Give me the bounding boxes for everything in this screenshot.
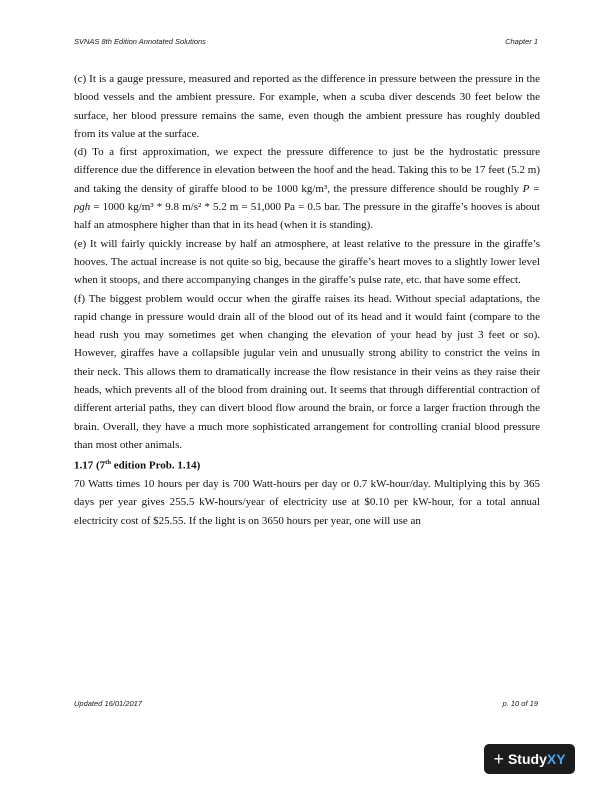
paragraph-c: (c) It is a gauge pressure, measured and reported as the difference in pressure between the pressure in the blood vessels and the ambient pressure. For example, when a scuba diver descends 30 feet below the surface, her blood pressure remains the same, even though the ambient pressure has roughly doubled from its value at the surface.	[74, 73, 540, 140]
equation: P = ρgh	[74, 182, 540, 214]
badge-text-xy: XY	[546, 751, 566, 767]
paragraph-e: (e) It will fairly quickly increase by half an atmosphere, at least relative to the pressure in the giraffe’s hooves. The actual increase is not quite so big, because the giraffe’s heart moves to a slightly lower level when it stoops, and there accompanying changes in the giraffe’s pulse rate, etc. that have some effect.	[74, 237, 540, 287]
page-number: p. 10 of 19	[502, 699, 538, 708]
header-right-text: Chapter 1	[505, 37, 538, 46]
problem-heading-sup: th	[105, 459, 111, 467]
studyxy-badge[interactable]	[484, 744, 575, 774]
problem-heading-main: 1.17 (7	[74, 459, 106, 472]
paragraph-d	[74, 143, 540, 234]
problem-heading-rest: edition Prob. 1.14)	[110, 459, 201, 472]
paragraph-f: (f) The biggest problem would occur when the giraffe raises its head. Without special adaptations, the rapid change in pressure would drain all of the blood out of its head and it would faint (compare to the head rush you may sometimes get when changing the elevation of your head by just 3 feet or so). However, giraffes have a collapsible jugular vein and unusually strong ability to constrict the veins in their neck. This allows them to dramatically increase the flow resistance in their veins as they raise their heads, which prevents all of the blood from draining out. It seems that through differential contraction of different arterial paths, they can divert blood flow around the brain, or force a larger fraction through the brain. Overall, they have a much more sophisticated arrangement for controlling cranial blood pressure than most other animals.	[74, 292, 540, 451]
header-left-text: SVNAS 8th Edition Annotated Solutions	[74, 37, 206, 46]
badge-text-study: Study	[507, 751, 547, 767]
page-header	[74, 37, 538, 46]
paragraph-d-part1: (d) To a first approximation, we expect the pressure difference to just be the hydrostatic pressure difference due the difference in elevation between the hoof and the head. Taking this to be 17 feet (5.2 m) and taking the density of giraffe blood to be 1000 kg/m³, the pressure difference should be roughly	[74, 146, 540, 195]
paragraph-d-part2: = 1000 kg/m³ * 9.8 m/s² * 5.2 m = 51,000 Pa = 0.5 bar. The pressure in the giraffe’s hooves is about half an atmosphere higher than that in its head (when it is standing).	[74, 201, 540, 232]
footer-left-text: Updated 16/01/2017	[74, 699, 142, 708]
problem-text: 70 Watts times 10 hours per day is 700 Watt-hours per day or 0.7 kW-hour/day. Multiplying this by 365 days per year gives 255.5 kW-hours/year of electricity use at $0.10 per kW-hour, for a total annual electricity cost of $25.55. If the light is on 3650 hours per year, one will use an	[74, 478, 540, 527]
plus-icon: +	[493, 749, 504, 769]
page-content	[74, 70, 540, 530]
page-footer	[74, 699, 538, 708]
problem-heading	[74, 454, 540, 475]
